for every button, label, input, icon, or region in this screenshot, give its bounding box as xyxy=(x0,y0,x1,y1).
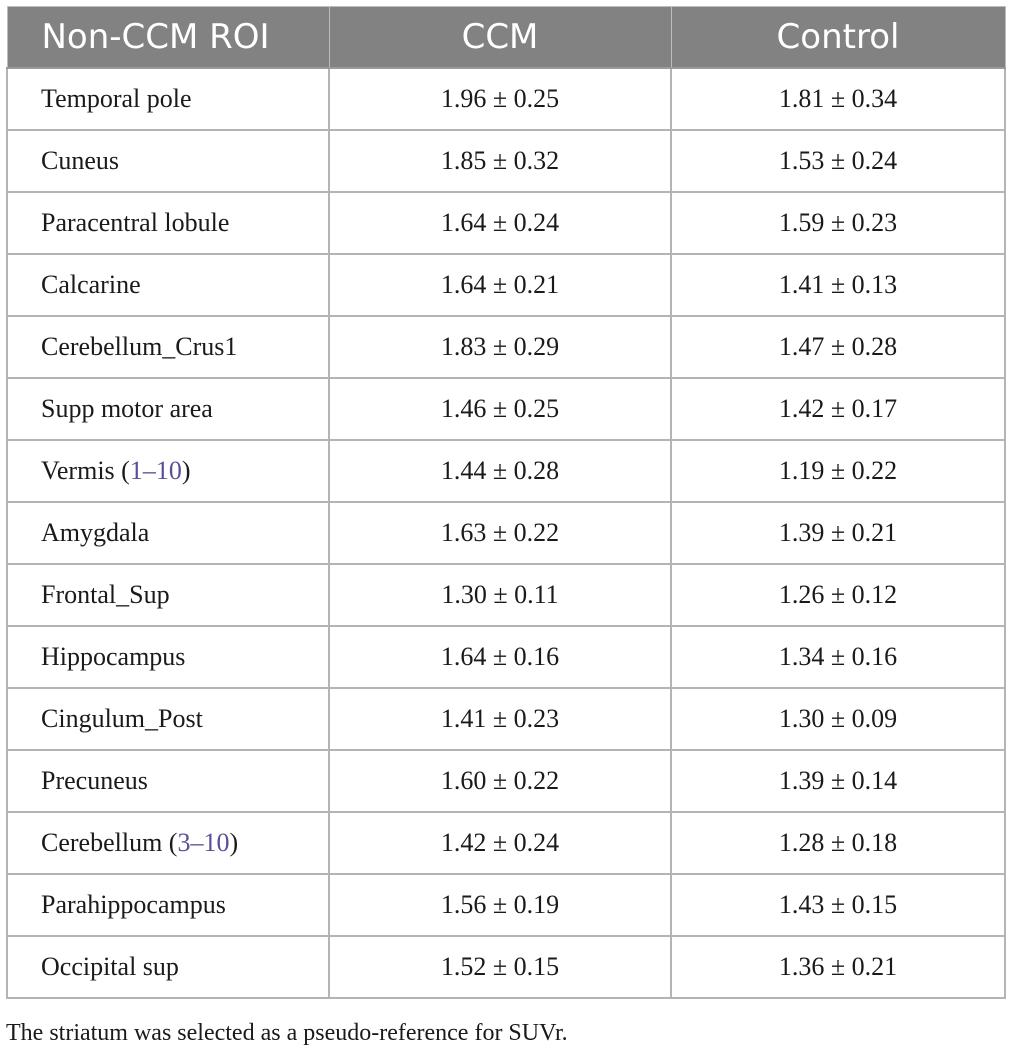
roi-label: Vermis ( xyxy=(41,456,130,485)
roi-cell: Frontal_Sup xyxy=(7,564,329,626)
roi-paren-close: ) xyxy=(181,456,191,485)
ccm-cell: 1.64 ± 0.24 xyxy=(329,192,671,254)
suvr-table xyxy=(6,6,1006,999)
table-row xyxy=(7,812,1005,874)
header-ccm: CCM xyxy=(329,7,671,69)
ccm-cell: 1.64 ± 0.16 xyxy=(329,626,671,688)
roi-cell: Precuneus xyxy=(7,750,329,812)
control-cell: 1.47 ± 0.28 xyxy=(671,316,1005,378)
ccm-cell: 1.85 ± 0.32 xyxy=(329,130,671,192)
header-roi: Non-CCM ROI xyxy=(7,7,329,69)
roi-cell xyxy=(7,812,329,874)
reference-link[interactable]: 1–10 xyxy=(129,456,182,485)
control-cell: 1.28 ± 0.18 xyxy=(671,812,1005,874)
table-row xyxy=(7,626,1005,688)
roi-cell: Amygdala xyxy=(7,502,329,564)
table-row xyxy=(7,502,1005,564)
table-row xyxy=(7,936,1005,998)
control-cell: 1.53 ± 0.24 xyxy=(671,130,1005,192)
table-row xyxy=(7,130,1005,192)
table-row xyxy=(7,316,1005,378)
control-cell: 1.34 ± 0.16 xyxy=(671,626,1005,688)
table-row xyxy=(7,68,1005,130)
table-footnote: The striatum was selected as a pseudo-reference for SUVr. xyxy=(6,1020,568,1046)
roi-cell: Parahippocampus xyxy=(7,874,329,936)
table-row xyxy=(7,750,1005,812)
ccm-cell: 1.83 ± 0.29 xyxy=(329,316,671,378)
roi-cell xyxy=(7,440,329,502)
ccm-cell: 1.41 ± 0.23 xyxy=(329,688,671,750)
roi-cell: Supp motor area xyxy=(7,378,329,440)
ccm-cell: 1.96 ± 0.25 xyxy=(329,68,671,130)
control-cell: 1.43 ± 0.15 xyxy=(671,874,1005,936)
control-cell: 1.39 ± 0.14 xyxy=(671,750,1005,812)
ccm-cell: 1.60 ± 0.22 xyxy=(329,750,671,812)
roi-cell: Cingulum_Post xyxy=(7,688,329,750)
table-row xyxy=(7,254,1005,316)
control-cell: 1.26 ± 0.12 xyxy=(671,564,1005,626)
table-row xyxy=(7,564,1005,626)
header-control: Control xyxy=(671,7,1005,69)
ccm-cell: 1.56 ± 0.19 xyxy=(329,874,671,936)
table-row xyxy=(7,192,1005,254)
control-cell: 1.30 ± 0.09 xyxy=(671,688,1005,750)
ccm-cell: 1.42 ± 0.24 xyxy=(329,812,671,874)
control-cell: 1.41 ± 0.13 xyxy=(671,254,1005,316)
reference-link[interactable]: 3–10 xyxy=(177,828,230,857)
table-row xyxy=(7,440,1005,502)
control-cell: 1.39 ± 0.21 xyxy=(671,502,1005,564)
roi-label: Cerebellum ( xyxy=(41,828,178,857)
roi-cell: Occipital sup xyxy=(7,936,329,998)
roi-cell: Paracentral lobule xyxy=(7,192,329,254)
control-cell: 1.81 ± 0.34 xyxy=(671,68,1005,130)
ccm-cell: 1.30 ± 0.11 xyxy=(329,564,671,626)
table-body xyxy=(7,68,1005,998)
ccm-cell: 1.52 ± 0.15 xyxy=(329,936,671,998)
control-cell: 1.36 ± 0.21 xyxy=(671,936,1005,998)
ccm-cell: 1.64 ± 0.21 xyxy=(329,254,671,316)
ccm-cell: 1.63 ± 0.22 xyxy=(329,502,671,564)
control-cell: 1.42 ± 0.17 xyxy=(671,378,1005,440)
table-header xyxy=(7,7,1005,69)
results-table-container xyxy=(6,6,1004,999)
roi-cell: Cuneus xyxy=(7,130,329,192)
table-row xyxy=(7,874,1005,936)
ccm-cell: 1.46 ± 0.25 xyxy=(329,378,671,440)
roi-paren-close: ) xyxy=(229,828,239,857)
table-row xyxy=(7,688,1005,750)
table-row xyxy=(7,378,1005,440)
roi-cell: Calcarine xyxy=(7,254,329,316)
header-row xyxy=(7,7,1005,69)
control-cell: 1.19 ± 0.22 xyxy=(671,440,1005,502)
roi-cell: Cerebellum_Crus1 xyxy=(7,316,329,378)
ccm-cell: 1.44 ± 0.28 xyxy=(329,440,671,502)
roi-cell: Hippocampus xyxy=(7,626,329,688)
control-cell: 1.59 ± 0.23 xyxy=(671,192,1005,254)
roi-cell: Temporal pole xyxy=(7,68,329,130)
